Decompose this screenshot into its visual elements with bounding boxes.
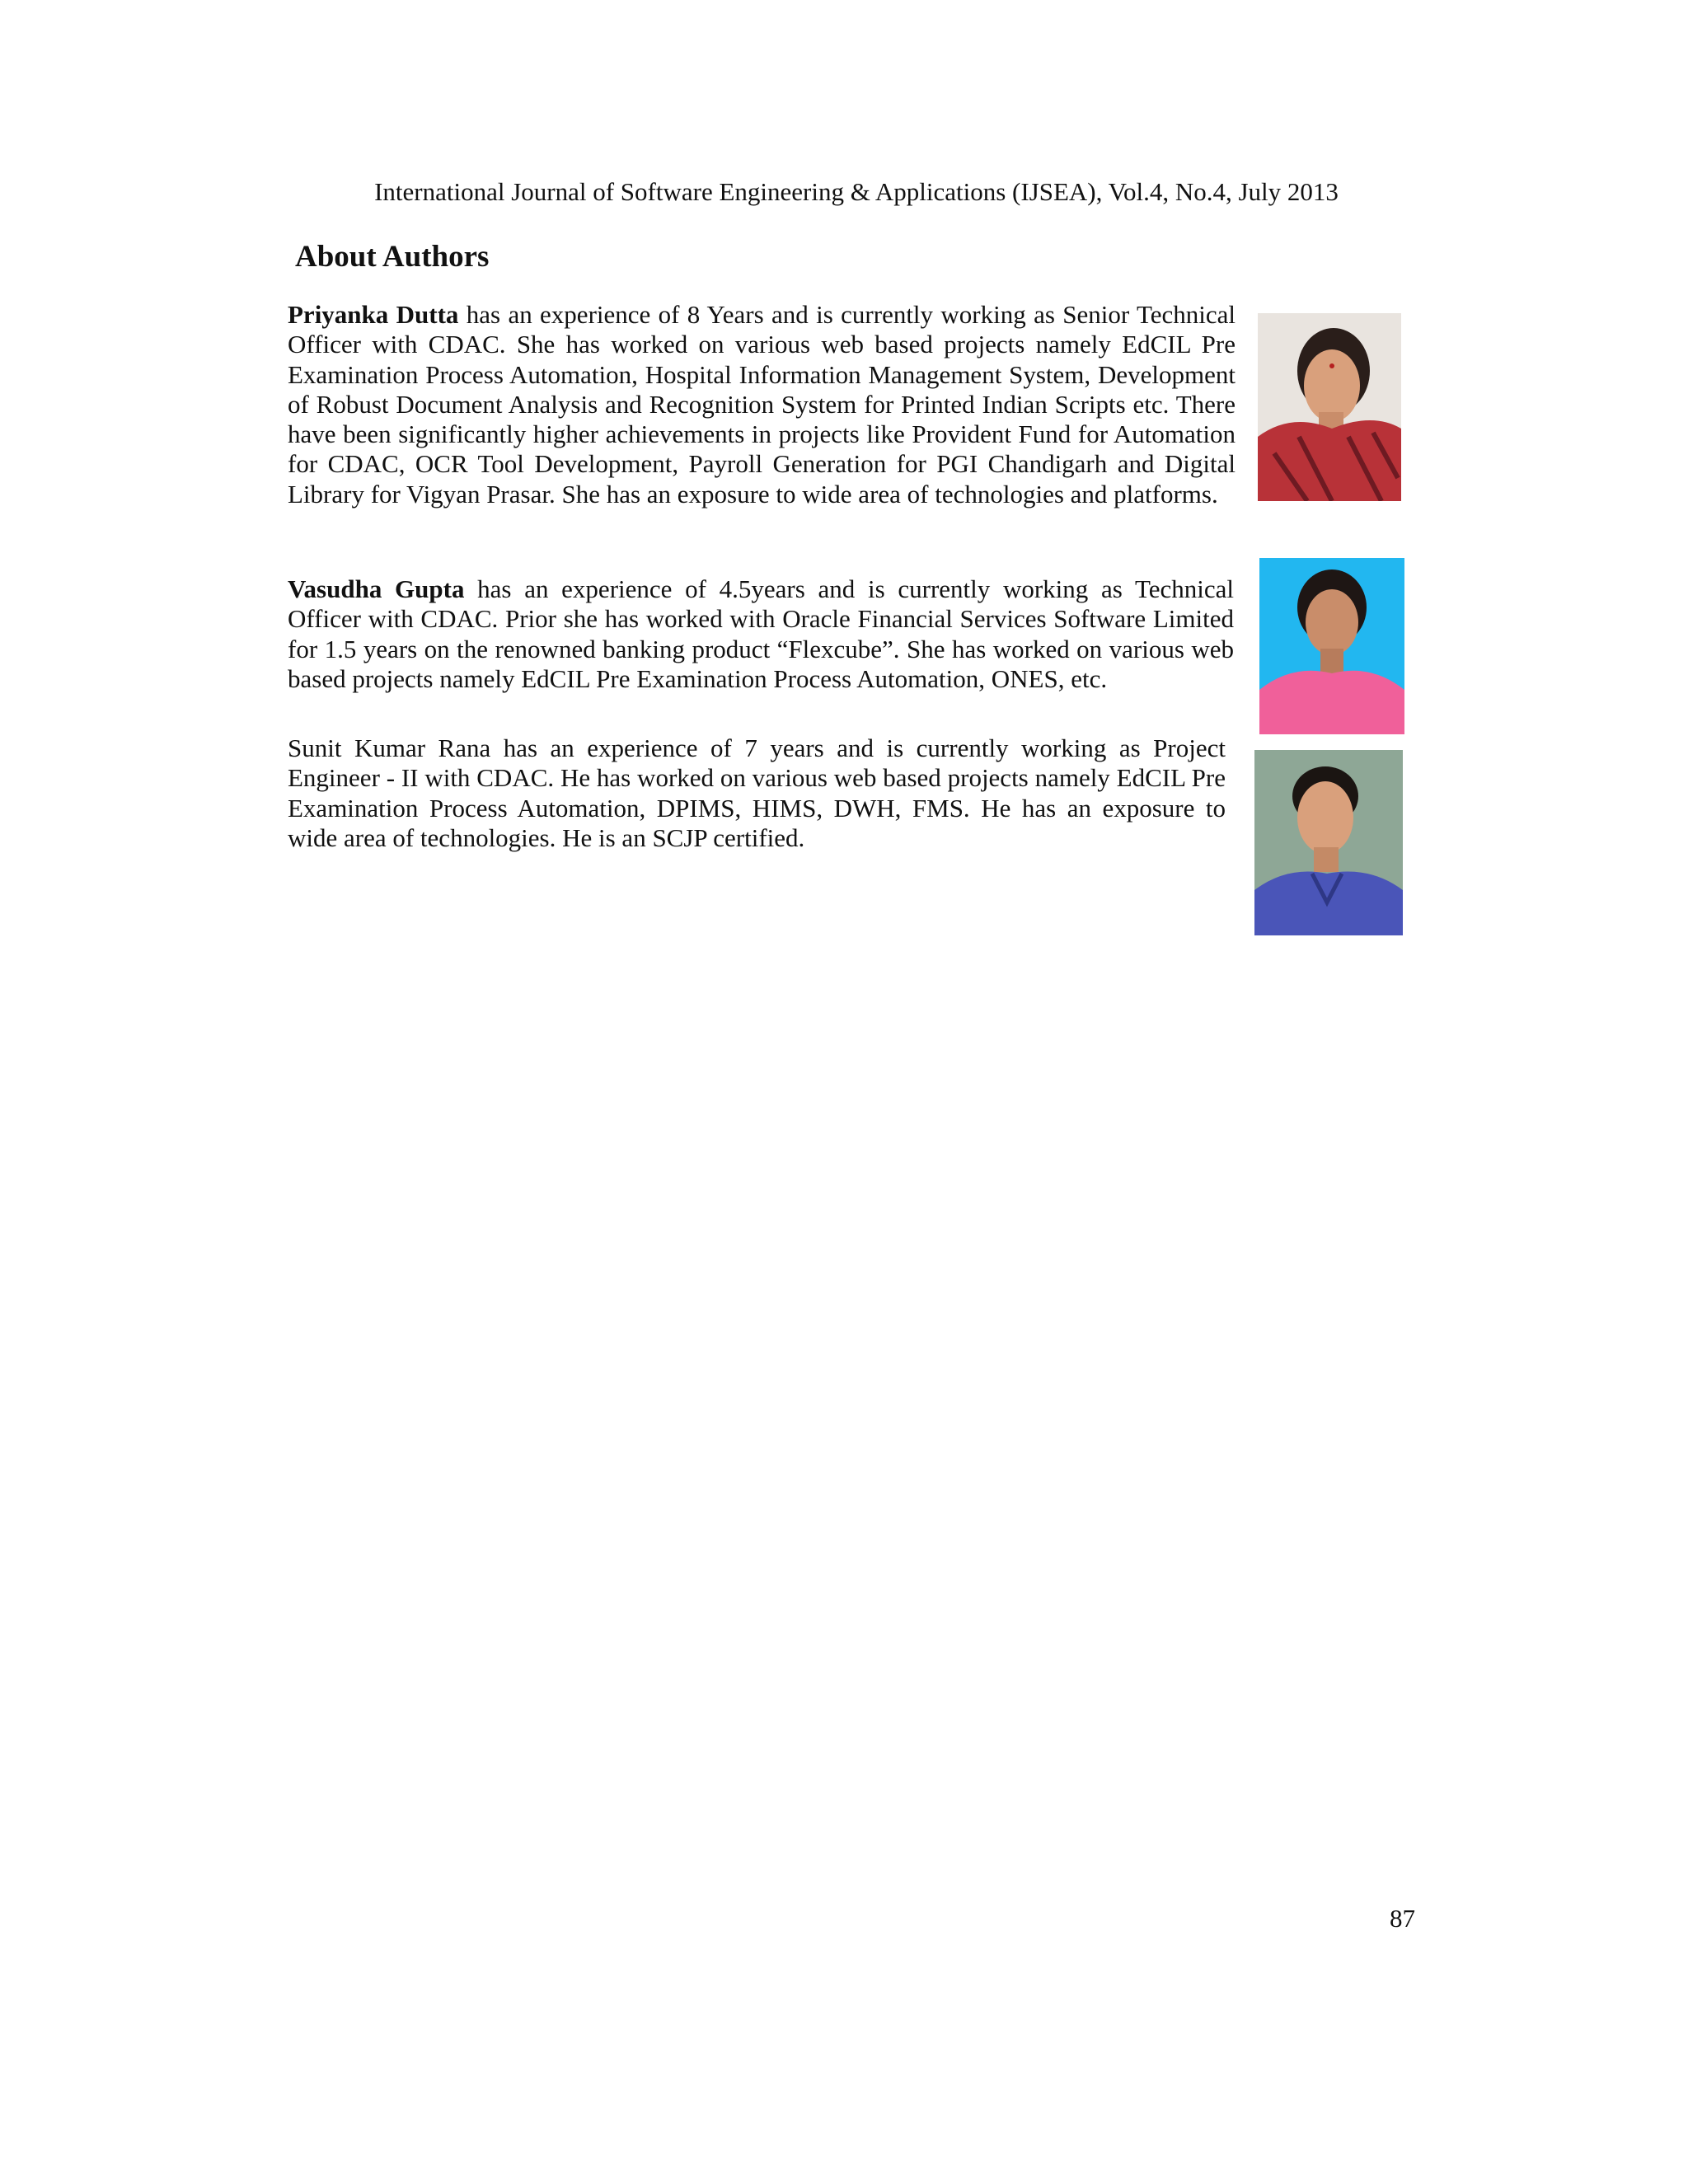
running-header: International Journal of Software Engineering & Applications (IJSEA), Vol.4, No.4, July 2013 <box>374 177 1339 206</box>
author-name: Vasudha Gupta <box>288 574 465 603</box>
page-number: 87 <box>1390 1904 1415 1933</box>
author-bio-text: has an experience of 4.5years and is currently working as Technical Officer with CDAC. Prior she has worked with Oracle Financial Services Software Limited for 1.5 years on the renowned banking product “Flexcube”. She has worked on various web based projects namely EdCIL Pre Examination Process Automation, ONES, etc. <box>288 574 1235 693</box>
section-title: About Authors <box>295 240 490 274</box>
author-bio-vasudha-gupta <box>288 574 1234 694</box>
author-photo-sunit-kumar-rana <box>1254 750 1403 935</box>
author-bio-text: has an experience of 8 Years and is currently working as Senior Technical Officer with CDAC. She has worked on various web based projects namely EdCIL Pre Examination Process Automation, Hospital Information Management System, Development of Robust Document Analysis and Recognition System for Printed Indian Scripts etc. There have been significantly higher achievements in projects like Provident Fund for Automation for CDAC, OCR Tool Development, Payroll Generation for PGI Chandigarh and Digital Library for Vigyan Prasar. She has an exposure to wide area of technologies and platforms. <box>288 300 1236 509</box>
author-bio-priyanka-dutta <box>288 300 1236 509</box>
author-name: Priyanka Dutta <box>288 300 459 329</box>
author-photo-vasudha-gupta <box>1259 558 1404 734</box>
author-bio-text: Sunit Kumar Rana has an experience of 7 years and is currently working as Project Engineer - II with CDAC. He has worked on various web based projects namely EdCIL Pre Examination Process Automation, DPIMS, HIMS, DWH, FMS. He has an exposure to wide area of technologies. He is an SCJP certified. <box>288 733 1226 852</box>
author-photo-priyanka-dutta <box>1258 313 1401 501</box>
author-bio-sunit-kumar-rana <box>288 733 1226 853</box>
